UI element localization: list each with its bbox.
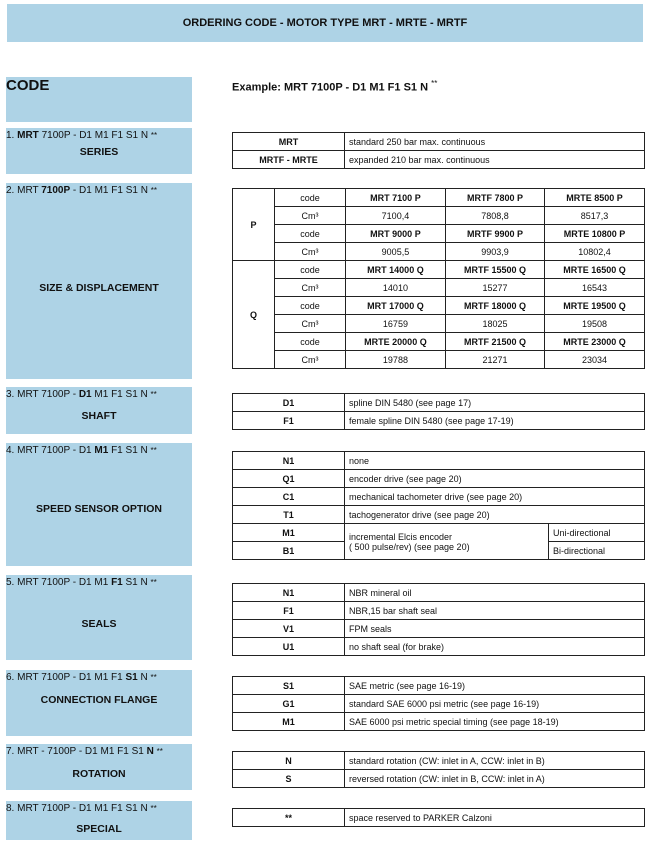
table-cell: NBR,15 bar shaft seal [345, 602, 645, 620]
table-cell: ** [233, 809, 345, 827]
table-cell: S [233, 770, 345, 788]
section-title: ROTATION [72, 768, 126, 780]
table-cell: 23034 [545, 351, 645, 369]
table-cell: tachogenerator drive (see page 20) [345, 506, 645, 524]
table-cell: Bi-directional [549, 542, 645, 560]
table-row [233, 752, 645, 770]
table-cell: standard 250 bar max. continuous [345, 133, 645, 151]
table-cell: MRTE 10800 P [545, 225, 645, 243]
page-title: ORDERING CODE - MOTOR TYPE MRT - MRTE - MRTF [182, 17, 468, 29]
table-row [233, 638, 645, 656]
table-row [233, 243, 645, 261]
table-cell: MRTE 8500 P [545, 189, 645, 207]
table-row [233, 225, 645, 243]
table-cell: 21271 [445, 351, 544, 369]
rotation-table [232, 751, 645, 788]
table-cell: 18025 [445, 315, 544, 333]
table-cell: Cm³ [275, 279, 346, 297]
series-table [232, 132, 645, 169]
table-cell: Cm³ [275, 315, 346, 333]
table-cell: B1 [233, 542, 345, 560]
table-cell: 9005,5 [346, 243, 446, 261]
special-table [232, 808, 645, 827]
table-cell: T1 [233, 506, 345, 524]
table-row [233, 297, 645, 315]
table-cell: MRT 7100 P [346, 189, 446, 207]
seals-table [232, 583, 645, 656]
table-row [233, 133, 645, 151]
table-cell: reversed rotation (CW: inlet in B, CCW: inlet in A) [345, 770, 645, 788]
table-cell: MRTF 7800 P [445, 189, 544, 207]
table-cell: no shaft seal (for brake) [345, 638, 645, 656]
table-cell: MRTE 16500 Q [545, 261, 645, 279]
speed-sensor-table [232, 451, 645, 560]
section-title: SIZE & DISPLACEMENT [39, 282, 159, 294]
table-cell: 15277 [445, 279, 544, 297]
table-cell: Q [233, 261, 275, 369]
section-title: CONNECTION FLANGE [40, 694, 158, 706]
code-label: CODE [6, 77, 50, 94]
table-cell: N1 [233, 452, 345, 470]
table-cell: C1 [233, 488, 345, 506]
table-cell: 7100,4 [346, 207, 446, 225]
section-title: SPECIAL [76, 823, 122, 835]
table-cell: encoder drive (see page 20) [345, 470, 645, 488]
table-cell: MRTF 21500 Q [445, 333, 544, 351]
table-cell: NBR mineral oil [345, 584, 645, 602]
table-cell: U1 [233, 638, 345, 656]
table-cell: P [233, 189, 275, 261]
table-cell: MRTE 20000 Q [346, 333, 446, 351]
size-table [232, 188, 645, 369]
table-cell: code [275, 261, 346, 279]
table-cell: F1 [233, 602, 345, 620]
table-cell: MRT 14000 Q [346, 261, 446, 279]
table-row [233, 695, 645, 713]
table-cell: 7808,8 [445, 207, 544, 225]
table-cell: 9903,9 [445, 243, 544, 261]
table-row [233, 620, 645, 638]
table-row [233, 151, 645, 169]
table-cell: MRTF 9900 P [445, 225, 544, 243]
table-cell: female spline DIN 5480 (see page 17-19) [345, 412, 645, 430]
section-label-seals: 5. MRT 7100P - D1 M1 F1 S1 N ** SEALS [6, 575, 192, 660]
table-cell: 10802,4 [545, 243, 645, 261]
table-cell: Cm³ [275, 243, 346, 261]
table-cell: MRT 17000 Q [346, 297, 446, 315]
shaft-table [232, 393, 645, 430]
table-cell: MRT 9000 P [346, 225, 446, 243]
table-cell: code [275, 297, 346, 315]
table-row [233, 602, 645, 620]
table-row [233, 412, 645, 430]
table-cell: 14010 [346, 279, 446, 297]
table-row [233, 488, 645, 506]
table-cell: 19788 [346, 351, 446, 369]
section-label-special: 8. MRT 7100P - D1 M1 F1 S1 N ** SPECIAL [6, 801, 192, 840]
table-cell: Q1 [233, 470, 345, 488]
section-label-shaft: 3. MRT 7100P - D1 M1 F1 S1 N ** SHAFT [6, 387, 192, 434]
table-cell: MRTE 23000 Q [545, 333, 645, 351]
section-label-flange: 6. MRT 7100P - D1 M1 F1 S1 N ** CONNECTION FLANGE [6, 670, 192, 736]
table-row [233, 261, 645, 279]
table-cell: 19508 [545, 315, 645, 333]
table-cell: M1 [233, 713, 345, 731]
table-cell: MRTF - MRTE [233, 151, 345, 169]
table-cell: none [345, 452, 645, 470]
section-label-size: 2. MRT 7100P - D1 M1 F1 S1 N ** SIZE & DISPLACEMENT [6, 183, 192, 379]
table-cell: M1 [233, 524, 345, 542]
table-cell: MRTE 19500 Q [545, 297, 645, 315]
table-row [233, 351, 645, 369]
table-cell: 16543 [545, 279, 645, 297]
table-row [233, 470, 645, 488]
table-row [233, 189, 645, 207]
section-label-rotation: 7. MRT - 7100P - D1 M1 F1 S1 N ** ROTATION [6, 744, 192, 790]
table-row [233, 770, 645, 788]
table-row [233, 677, 645, 695]
table-cell: V1 [233, 620, 345, 638]
table-cell: MRT [233, 133, 345, 151]
table-cell: mechanical tachometer drive (see page 20) [345, 488, 645, 506]
flange-table [232, 676, 645, 731]
table-cell: code [275, 333, 346, 351]
table-cell: N [233, 752, 345, 770]
table-cell: Cm³ [275, 351, 346, 369]
table-cell: spline DIN 5480 (see page 17) [345, 394, 645, 412]
table-row [233, 207, 645, 225]
table-cell: SAE 6000 psi metric special timing (see page 18-19) [345, 713, 645, 731]
section-title: SPEED SENSOR OPTION [35, 503, 163, 515]
table-cell: incremental Elcis encoder ( 500 pulse/rev) (see page 20) [345, 524, 549, 560]
table-cell: MRTF 18000 Q [445, 297, 544, 315]
table-cell: expanded 210 bar max. continuous [345, 151, 645, 169]
section-title: SERIES [79, 146, 119, 158]
table-cell: D1 [233, 394, 345, 412]
section-label-speed-sensor: 4. MRT 7100P - D1 M1 F1 S1 N ** SPEED SENSOR OPTION [6, 443, 192, 566]
section-label-series: 1. MRT 7100P - D1 M1 F1 S1 N ** SERIES [6, 128, 192, 174]
table-cell: code [275, 189, 346, 207]
table-row [233, 333, 645, 351]
table-cell: Uni-directional [549, 524, 645, 542]
table-cell: F1 [233, 412, 345, 430]
table-cell: space reserved to PARKER Calzoni [345, 809, 645, 827]
table-cell: Cm³ [275, 207, 346, 225]
page-header [7, 4, 643, 42]
section-title: SHAFT [81, 410, 117, 422]
table-cell: standard rotation (CW: inlet in A, CCW: inlet in B) [345, 752, 645, 770]
table-row [233, 394, 645, 412]
table-cell: 16759 [346, 315, 446, 333]
table-row [233, 713, 645, 731]
table-cell: 8517,3 [545, 207, 645, 225]
table-row [233, 315, 645, 333]
table-row [233, 809, 645, 827]
table-cell: code [275, 225, 346, 243]
table-cell: FPM seals [345, 620, 645, 638]
table-cell: N1 [233, 584, 345, 602]
table-cell: G1 [233, 695, 345, 713]
table-cell: S1 [233, 677, 345, 695]
section-title: SEALS [81, 618, 117, 630]
table-row [233, 452, 645, 470]
table-row [233, 279, 645, 297]
example-code: Example: MRT 7100P - D1 M1 F1 S1 N ** [232, 79, 438, 94]
code-header-box [6, 77, 192, 122]
table-cell: standard SAE 6000 psi metric (see page 16-19) [345, 695, 645, 713]
table-row [233, 506, 645, 524]
table-row [233, 524, 645, 542]
table-cell: SAE metric (see page 16-19) [345, 677, 645, 695]
table-row [233, 584, 645, 602]
table-cell: MRTF 15500 Q [445, 261, 544, 279]
